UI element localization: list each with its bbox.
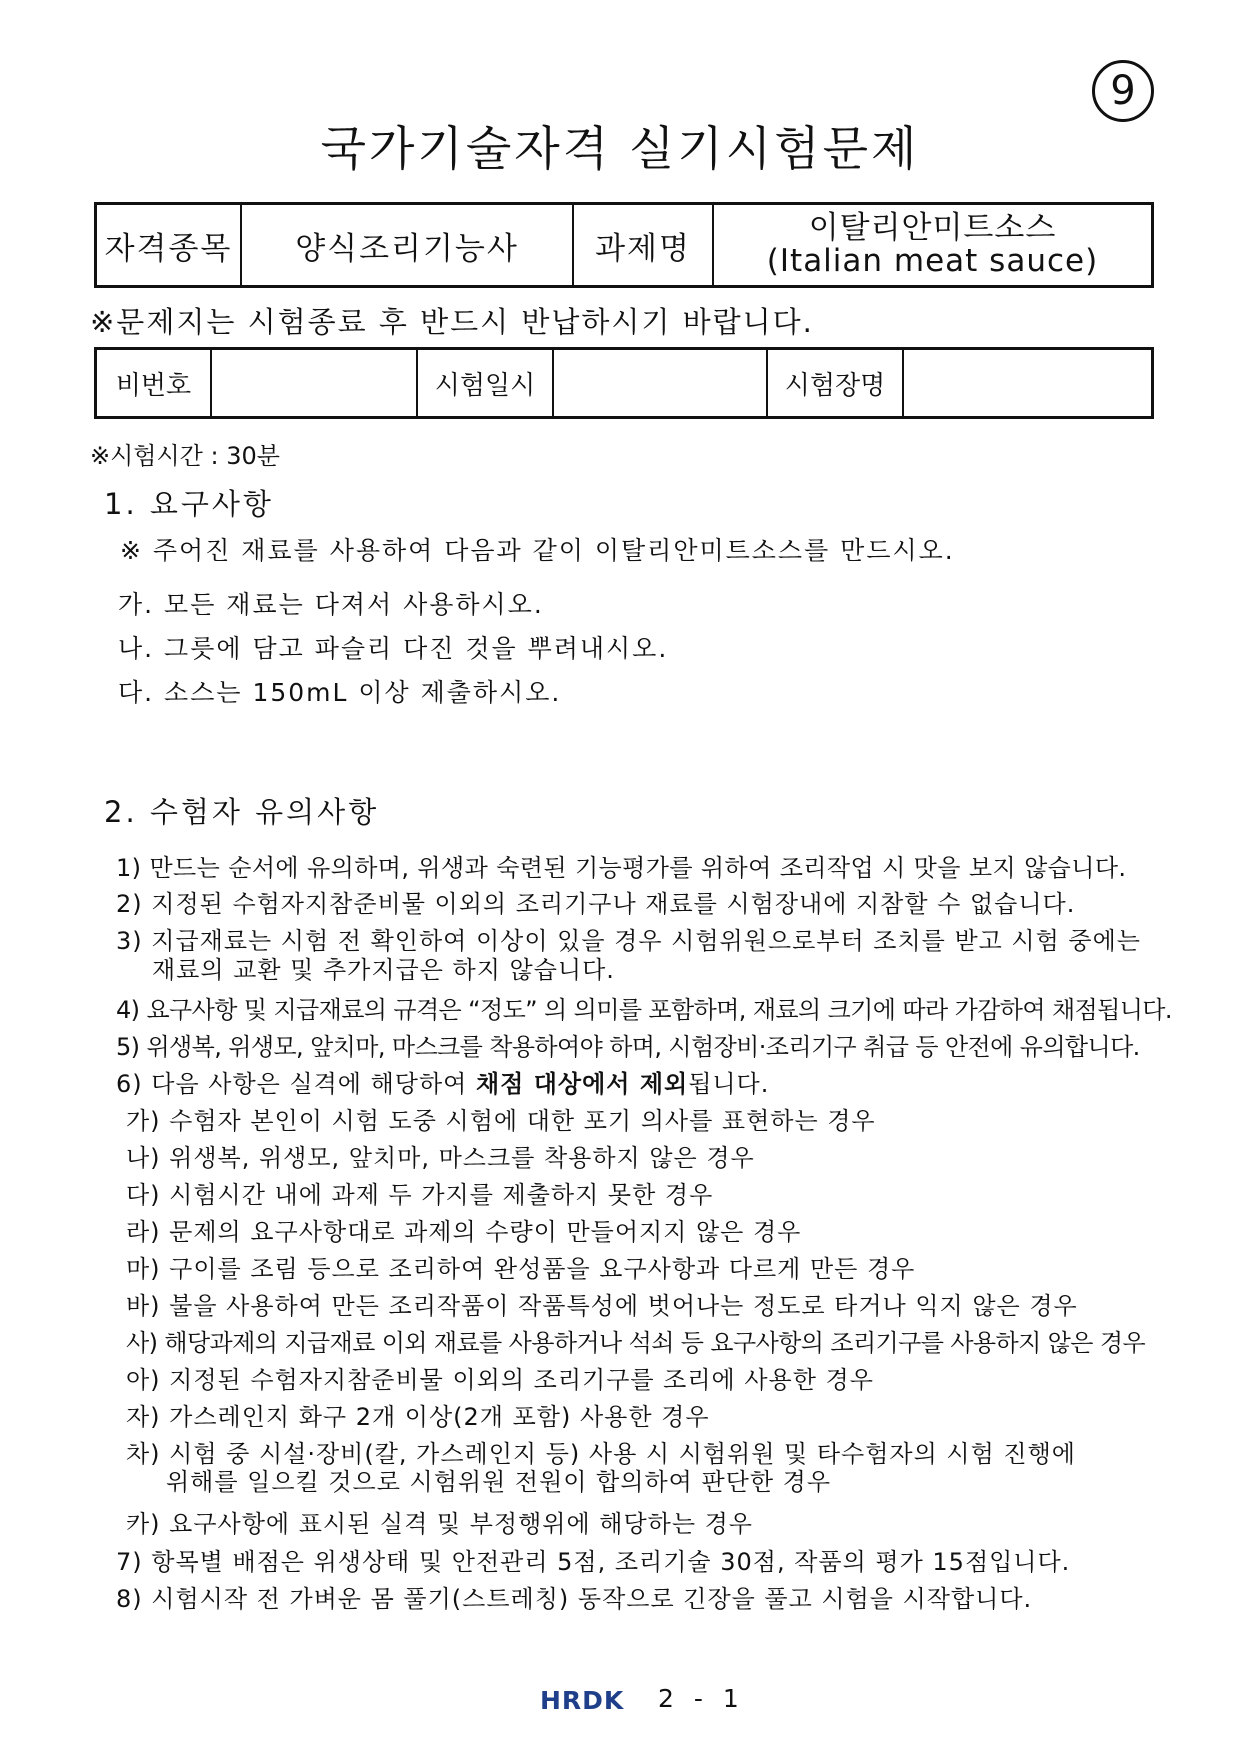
disqualification-item: 가) 수험자 본인이 시험 도중 시험에 대한 포기 의사를 표현하는 경우 [126, 1107, 876, 1135]
precaution-item: 7) 항목별 배점은 위생상태 및 안전관리 5점, 조리기술 30점, 작품의 평가 15점입니다. [116, 1548, 1071, 1576]
qualification-table [94, 202, 1154, 288]
disqualification-item: 나) 위생복, 위생모, 앞치마, 마스크를 착용하지 않은 경우 [126, 1144, 755, 1172]
disqualification-item: 라) 문제의 요구사항대로 과제의 수량이 만들어지지 않은 경우 [126, 1218, 802, 1246]
precaution-item: 8) 시험시작 전 가벼운 몸 풀기(스트레칭) 동작으로 긴장을 풀고 시험을 시작합니다. [116, 1585, 1033, 1613]
page-title: 국가기술자격 실기시험문제 [320, 122, 920, 177]
disqualification-item: 카) 요구사항에 표시된 실격 및 부정행위에 해당하는 경우 [126, 1510, 753, 1538]
disqualification-item: 자) 가스레인지 화구 2개 이상(2개 포함) 사용한 경우 [126, 1403, 710, 1431]
precaution-item-continued: 재료의 교환 및 추가지급은 하지 않습니다. [152, 956, 615, 984]
exam-place-value [903, 349, 1153, 418]
precaution-item: 5) 위생복, 위생모, 앞치마, 마스크를 착용하여야 하며, 시험장비·조리기구 취급 등 안전에 유의합니다. [116, 1033, 1140, 1061]
hrdk-logo-text: HRDK [540, 1685, 625, 1712]
exam-date-label: 시험일시 [417, 349, 553, 418]
exam-id-value [211, 349, 417, 418]
exam-date-value [553, 349, 767, 418]
requirements-title: 1. 요구사항 [104, 487, 274, 521]
requirements-intro: ※ 주어진 재료를 사용하여 다음과 같이 이탈리안미트소스를 만드시오. [120, 536, 955, 565]
qualification-label: 자격종목 [96, 204, 242, 287]
footer-page-number: 2 - 1 [658, 1684, 745, 1713]
exam-id-label: 비번호 [96, 349, 212, 418]
hrdk-logo [540, 1686, 642, 1712]
disqualification-item: 아) 지정된 수험자지참준비물 이외의 조리기구를 조리에 사용한 경우 [126, 1366, 874, 1394]
disqualification-item: 사) 해당과제의 지급재료 이외 재료를 사용하거나 석쇠 등 요구사항의 조리기구를 사용하지 않은 경우 [126, 1329, 1146, 1357]
task-name-en: (Italian meat sauce) [766, 243, 1099, 279]
precaution-item-6-text: 6) 다음 사항은 실격에 해당하여 [116, 1070, 476, 1098]
requirement-item: 다. 소스는 150mL 이상 제출하시오. [118, 678, 562, 707]
precaution-item-6-end: 됩니다. [688, 1070, 770, 1098]
task-name-ko: 이탈리안미트소스 [808, 210, 1057, 246]
exam-info-table [94, 347, 1154, 419]
task-label: 과제명 [573, 204, 713, 287]
precaution-item: 2) 지정된 수험자지참준비물 이외의 조리기구나 재료를 시험장내에 지참할 수 없습니다. [116, 890, 1076, 918]
exam-place-label: 시험장명 [767, 349, 903, 418]
precaution-item-6 [116, 1064, 769, 1099]
page-number: 9 [1110, 68, 1136, 114]
disqualification-item-continued: 위해를 일으킬 것으로 시험위원 전원이 합의하여 판단한 경우 [166, 1468, 832, 1496]
precaution-emphasis: 채점 대상에서 제외 [476, 1070, 689, 1098]
precaution-item: 1) 만드는 순서에 유의하며, 위생과 숙련된 기능평가를 위하여 조리작업 시 맛을 보지 않습니다. [116, 854, 1127, 882]
disqualification-item: 다) 시험시간 내에 과제 두 가지를 제출하지 못한 경우 [126, 1181, 714, 1209]
disqualification-item: 바) 불을 사용하여 만든 조리작품이 작품특성에 벗어나는 정도로 타거나 익지 않은 경우 [126, 1292, 1078, 1320]
disqualification-item: 마) 구이를 조림 등으로 조리하여 완성품을 요구사항과 다르게 만든 경우 [126, 1255, 916, 1283]
requirement-item: 가. 모든 재료는 다져서 사용하시오. [118, 590, 544, 619]
requirement-item: 나. 그릇에 담고 파슬리 다진 것을 뿌려내시오. [118, 634, 669, 663]
exam-time: ※시험시간 : 30분 [90, 442, 280, 470]
precaution-item: 3) 지급재료는 시험 전 확인하여 이상이 있을 경우 시험위원으로부터 조치를 받고 시험 중에는 [116, 927, 1141, 955]
return-notice: ※문제지는 시험종료 후 반드시 반납하시기 바랍니다. [90, 305, 814, 339]
precaution-item: 4) 요구사항 및 지급재료의 규격은 “정도” 의 의미를 포함하며, 재료의 크기에 따라 가감하여 채점됩니다. [116, 996, 1172, 1024]
footer [540, 1684, 745, 1713]
precautions-title: 2. 수험자 유의사항 [104, 795, 380, 829]
disqualification-item: 차) 시험 중 시설·장비(칼, 가스레인지 등) 사용 시 시험위원 및 타수험자의 시험 진행에 [126, 1440, 1076, 1468]
qualification-value: 양식조리기능사 [241, 204, 573, 287]
task-name-cell [713, 204, 1153, 287]
